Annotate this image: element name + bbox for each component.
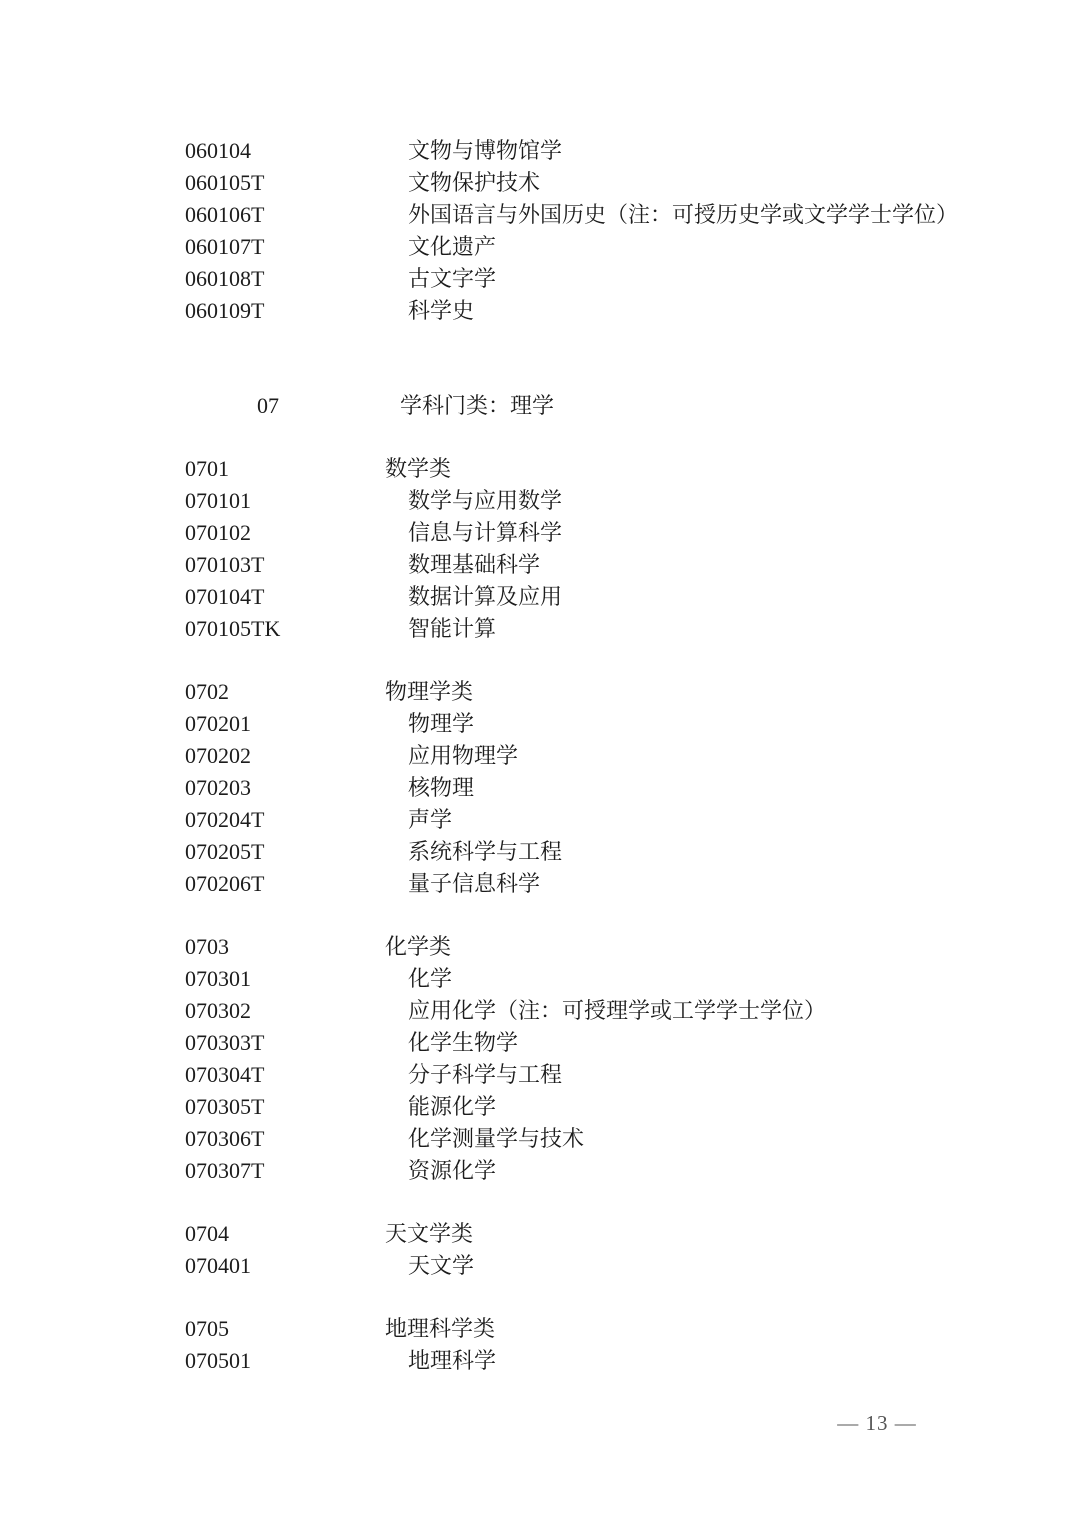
major-code: 060108T <box>185 266 265 291</box>
major-code: 070102 <box>185 520 251 545</box>
major-name: 信息与计算科学 <box>408 520 563 545</box>
major-name: 物理学 <box>408 711 475 736</box>
page-number: — 13 — <box>837 1411 917 1435</box>
major-code: 060107T <box>185 234 265 259</box>
block-gap <box>0 1187 1080 1218</box>
table-row <box>0 549 1080 581</box>
category-row <box>0 931 1080 963</box>
table-row <box>0 708 1080 740</box>
major-name: 核物理 <box>408 775 475 800</box>
table-row <box>0 231 1080 263</box>
major-name: 文化遗产 <box>408 234 497 259</box>
major-code: 070501 <box>185 1348 251 1373</box>
major-code: 070104T <box>185 584 265 609</box>
category-row <box>0 453 1080 485</box>
table-row <box>0 995 1080 1027</box>
table-row <box>0 517 1080 549</box>
table-row <box>0 1027 1080 1059</box>
table-row <box>0 1155 1080 1187</box>
major-name: 文物保护技术 <box>408 170 541 195</box>
category-row <box>0 1218 1080 1250</box>
category-code: 0703 <box>185 934 229 959</box>
major-code: 060106T <box>185 202 265 227</box>
table-row <box>0 963 1080 995</box>
table-row <box>0 199 1080 231</box>
category-code: 0705 <box>185 1316 229 1341</box>
block-gap <box>0 422 1080 453</box>
category-row <box>0 1313 1080 1345</box>
table-row <box>0 868 1080 900</box>
major-name: 外国语言与外国历史（注：可授历史学或文学学士学位） <box>408 202 959 227</box>
category-code: 0704 <box>185 1221 229 1246</box>
major-code: 070203 <box>185 775 251 800</box>
major-code: 070103T <box>185 552 265 577</box>
major-code: 070301 <box>185 966 251 991</box>
section-title: 学科门类：理学 <box>400 393 555 418</box>
category-name: 天文学类 <box>385 1221 474 1246</box>
category-code: 0701 <box>185 456 229 481</box>
table-row <box>0 263 1080 295</box>
table-row <box>0 1250 1080 1282</box>
major-code: 060105T <box>185 170 265 195</box>
category-name: 物理学类 <box>385 679 474 704</box>
table-row <box>0 740 1080 772</box>
category-name: 数学类 <box>385 456 452 481</box>
catalog-content <box>0 135 1080 1377</box>
major-code: 070302 <box>185 998 251 1023</box>
major-code: 070307T <box>185 1158 265 1183</box>
major-code: 070101 <box>185 488 251 513</box>
major-name: 化学生物学 <box>408 1030 519 1055</box>
table-row <box>0 485 1080 517</box>
major-code: 070304T <box>185 1062 265 1087</box>
major-name: 分子科学与工程 <box>408 1062 563 1087</box>
block-gap <box>0 645 1080 676</box>
major-code: 070401 <box>185 1253 251 1278</box>
category-row <box>0 676 1080 708</box>
major-name: 化学测量学与技术 <box>408 1126 585 1151</box>
major-name: 系统科学与工程 <box>408 839 563 864</box>
table-row <box>0 295 1080 327</box>
major-name: 科学史 <box>408 298 475 323</box>
category-code: 0702 <box>185 679 229 704</box>
table-row <box>0 613 1080 645</box>
major-code: 070202 <box>185 743 251 768</box>
category-name: 化学类 <box>385 934 452 959</box>
major-name: 古文字学 <box>408 266 497 291</box>
block-gap <box>0 900 1080 931</box>
table-row <box>0 772 1080 804</box>
major-name: 数理基础科学 <box>408 552 541 577</box>
major-code: 070305T <box>185 1094 265 1119</box>
section-header-row <box>0 390 1080 422</box>
major-name: 数据计算及应用 <box>408 584 563 609</box>
major-name: 数学与应用数学 <box>408 488 563 513</box>
major-name: 量子信息科学 <box>408 871 541 896</box>
section-code: 07 <box>257 393 279 418</box>
table-row <box>0 581 1080 613</box>
major-name: 地理科学 <box>408 1348 497 1373</box>
table-row <box>0 1091 1080 1123</box>
table-row <box>0 804 1080 836</box>
major-code: 070201 <box>185 711 251 736</box>
major-code: 070306T <box>185 1126 265 1151</box>
major-name: 应用物理学 <box>408 743 519 768</box>
major-code: 060104 <box>185 138 251 163</box>
major-code: 070105TK <box>185 616 281 641</box>
major-name: 智能计算 <box>408 616 497 641</box>
major-name: 资源化学 <box>408 1158 497 1183</box>
major-code: 060109T <box>185 298 265 323</box>
major-code: 070303T <box>185 1030 265 1055</box>
table-row <box>0 1123 1080 1155</box>
major-name: 声学 <box>408 807 453 832</box>
table-row <box>0 167 1080 199</box>
block-gap <box>0 1282 1080 1313</box>
category-name: 地理科学类 <box>385 1316 496 1341</box>
table-row <box>0 135 1080 167</box>
major-code: 070206T <box>185 871 265 896</box>
table-row <box>0 836 1080 868</box>
major-code: 070204T <box>185 807 265 832</box>
major-code: 070205T <box>185 839 265 864</box>
major-name: 文物与博物馆学 <box>408 138 563 163</box>
table-row <box>0 1345 1080 1377</box>
table-row <box>0 1059 1080 1091</box>
major-name: 化学 <box>408 966 453 991</box>
major-name: 能源化学 <box>408 1094 497 1119</box>
section-gap <box>0 327 1080 390</box>
major-name: 天文学 <box>408 1253 475 1278</box>
major-name: 应用化学（注：可授理学或工学学士学位） <box>408 998 827 1023</box>
